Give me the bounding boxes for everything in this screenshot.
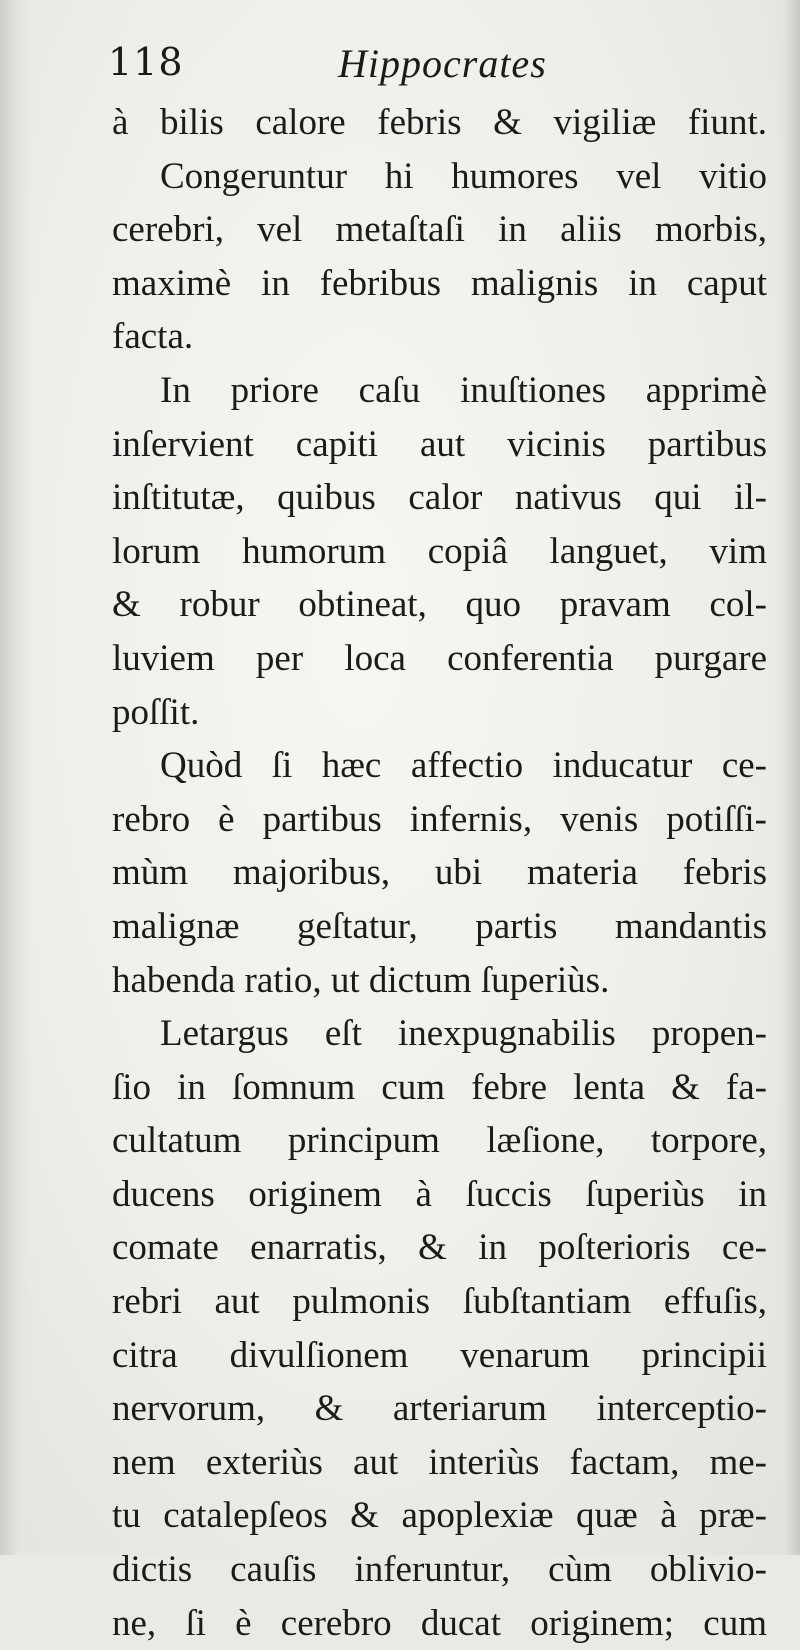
- text-line: inſtitutæ, quibus calor nativus qui il-: [112, 477, 767, 519]
- text-line: habenda ratio, ut dictum ſuperiùs.: [112, 959, 610, 1001]
- text-line: poſſit.: [112, 691, 200, 733]
- text-line: & robur obtineat, quo pravam col-: [112, 584, 767, 626]
- text-line: Letargus eſt inexpugnabilis propen-: [160, 1013, 767, 1055]
- text-line: ſio in ſomnum cum febre lenta & fa-: [112, 1066, 767, 1108]
- text-line: mùm majoribus, ubi materia febris: [112, 852, 767, 894]
- text-line: comate enarratis, & in poſterioris ce-: [112, 1227, 767, 1269]
- text-line: Quòd ſi hæc affectio inducatur ce-: [160, 745, 767, 787]
- text-line: lorum humorum copiâ languet, vim: [112, 530, 767, 572]
- text-line: ne, ſi è cerebro ducat originem; cum: [112, 1602, 767, 1644]
- text-line: dictis cauſis inferuntur, cùm oblivio-: [112, 1549, 767, 1591]
- text-line: nem exteriùs aut interiùs factam, me-: [112, 1441, 767, 1483]
- text-line: à bilis calore febris & vigiliæ fiunt.: [112, 102, 767, 143]
- text-line: tu catalepſeos & apoplexiæ quæ à præ-: [112, 1495, 767, 1537]
- text-line: nervorum, & arteriarum interceptio-: [112, 1388, 767, 1430]
- text-line: facta.: [112, 316, 194, 358]
- text-line: luviem per loca conferentia purgare: [112, 637, 767, 679]
- text-line: cultatum principum læſione, torpore,: [112, 1120, 767, 1162]
- text-line: cerebri, vel metaſtaſi in aliis morbis,: [112, 209, 767, 251]
- running-head: [108, 40, 768, 100]
- text-line: rebro è partibus infernis, venis potiſſi-: [112, 798, 767, 840]
- running-title: Hippocrates: [338, 41, 547, 86]
- text-line: rebri aut pulmonis ſubſtantiam effuſis,: [112, 1281, 767, 1323]
- body-text: [112, 96, 767, 1650]
- text-line: In priore caſu inuſtiones apprimè: [160, 369, 767, 411]
- text-line: citra divulſionem venarum principii: [112, 1334, 767, 1376]
- text-line: maximè in febribus malignis in caput: [112, 262, 767, 304]
- text-line: malignæ geſtatur, partis mandantis: [112, 905, 767, 947]
- text-line: ducens originem à ſuccis ſuperiùs in: [112, 1173, 767, 1215]
- page-number: 118: [108, 40, 184, 84]
- text-line: inſervient capiti aut vicinis partibus: [112, 423, 767, 465]
- page-edge-shadow-left: [0, 0, 34, 1555]
- text-line: Congeruntur hi humores vel vitio: [160, 155, 767, 197]
- page-edge-shadow-right: [774, 0, 800, 1555]
